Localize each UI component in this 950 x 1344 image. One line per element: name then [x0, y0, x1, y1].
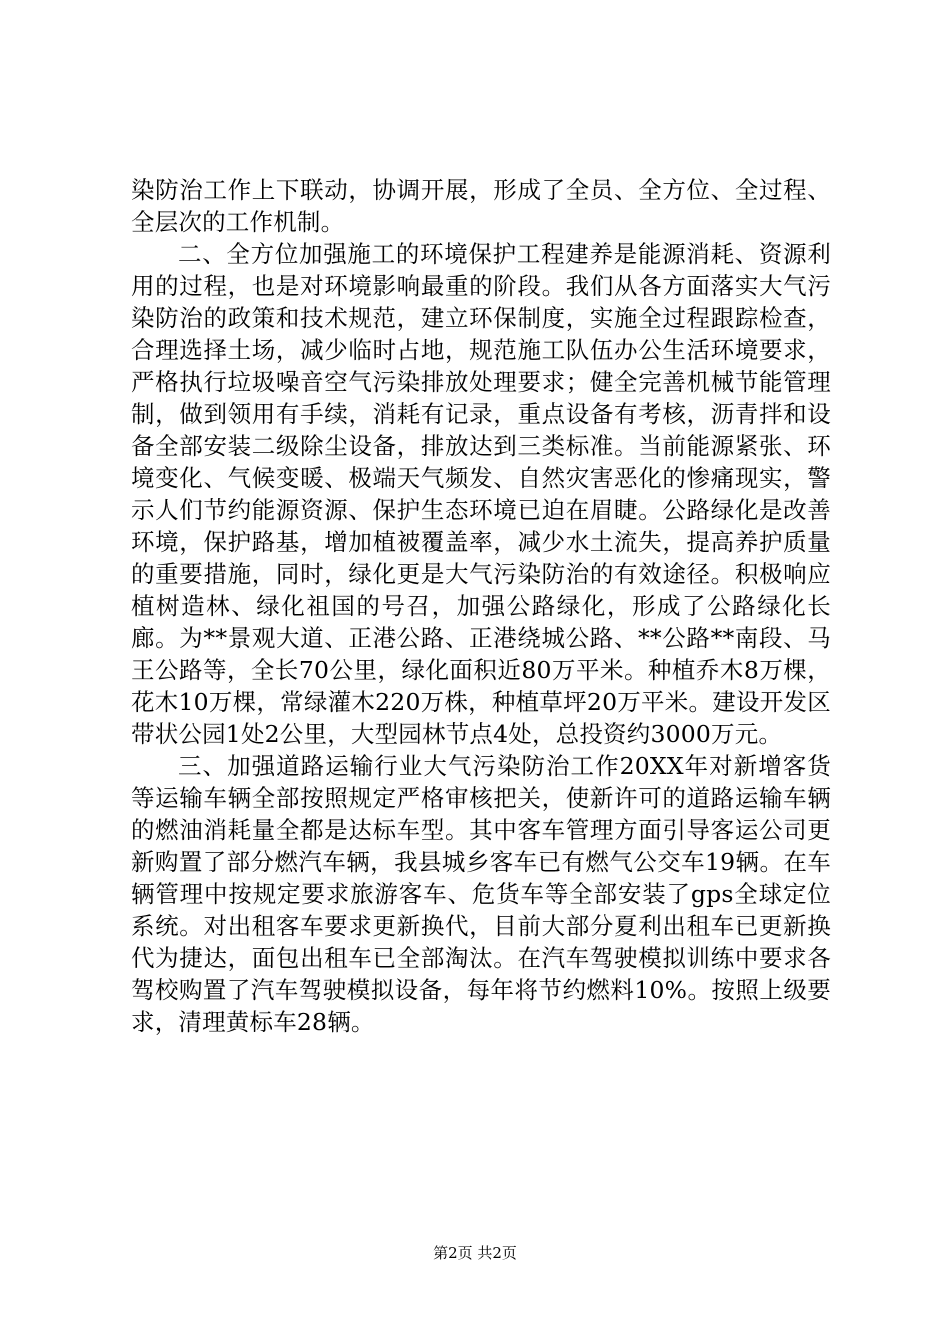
page-number-label: 第2页 共2页	[433, 1244, 517, 1262]
paragraph-2: 二、全方位加强施工的环境保护工程建养是能源消耗、资源利用的过程，也是对环境影响最重的阶段。我们从各方面落实大气污染防治的政策和技术规范，建立环保制度，实施全过程跟踪检查，合理选择土场，减少临时占地，规范施工队伍办公生活环境要求，严格执行垃圾噪音空气污染排放处理要求；健全完善机械节能管理制，做到领用有手续，消耗有记录，重点设备有考核，沥青拌和设备全部安装二级除尘设备，排放达到三类标准。当前能源紧张、环境变化、气候变暖、极端天气频发、自然灾害恶化的惨痛现实，警示人们节约能源资源、保护生态环境已迫在眉睫。公路绿化是改善环境，保护路基，增加植被覆盖率，减少水土流失，提高养护质量的重要措施，同时，绿化更是大气污染防治的有效途径。积极响应植树造林、绿化祖国的号召，加强公路绿化，形成了公路绿化长廊。为**景观大道、正港公路、正港绕城公路、**公路**南段、马王公路等，全长70公里，绿化面积近80万平米。种植乔木8万棵，花木10万棵，常绿灌木220万株，种植草坪20万平米。建设开发区带状公园1处2公里，大型园林节点4处，总投资约3000万元。	[131, 240, 831, 748]
paragraph-1: 染防治工作上下联动，协调开展，形成了全员、全方位、全过程、全层次的工作机制。	[131, 176, 831, 236]
page-footer	[0, 1243, 950, 1263]
paragraph-3: 三、加强道路运输行业大气污染防治工作20XX年对新增客货等运输车辆全部按照规定严格审核把关，使新许可的道路运输车辆的燃油消耗量全都是达标车型。其中客车管理方面引导客运公司更新购置了部分燃汽车辆，我县城乡客车已有燃气公交车19辆。在车辆管理中按规定要求旅游客车、危货车等全部安装了gps全球定位系统。对出租客车要求更新换代，目前大部分夏利出租车已更新换代为捷达，面包出租车已全部淘汰。在汽车驾驶模拟训练中要求各驾校购置了汽车驾驶模拟设备，每年将节约燃料10%。按照上级要求，清理黄标车28辆。	[131, 752, 831, 1036]
document-body	[131, 174, 831, 1038]
